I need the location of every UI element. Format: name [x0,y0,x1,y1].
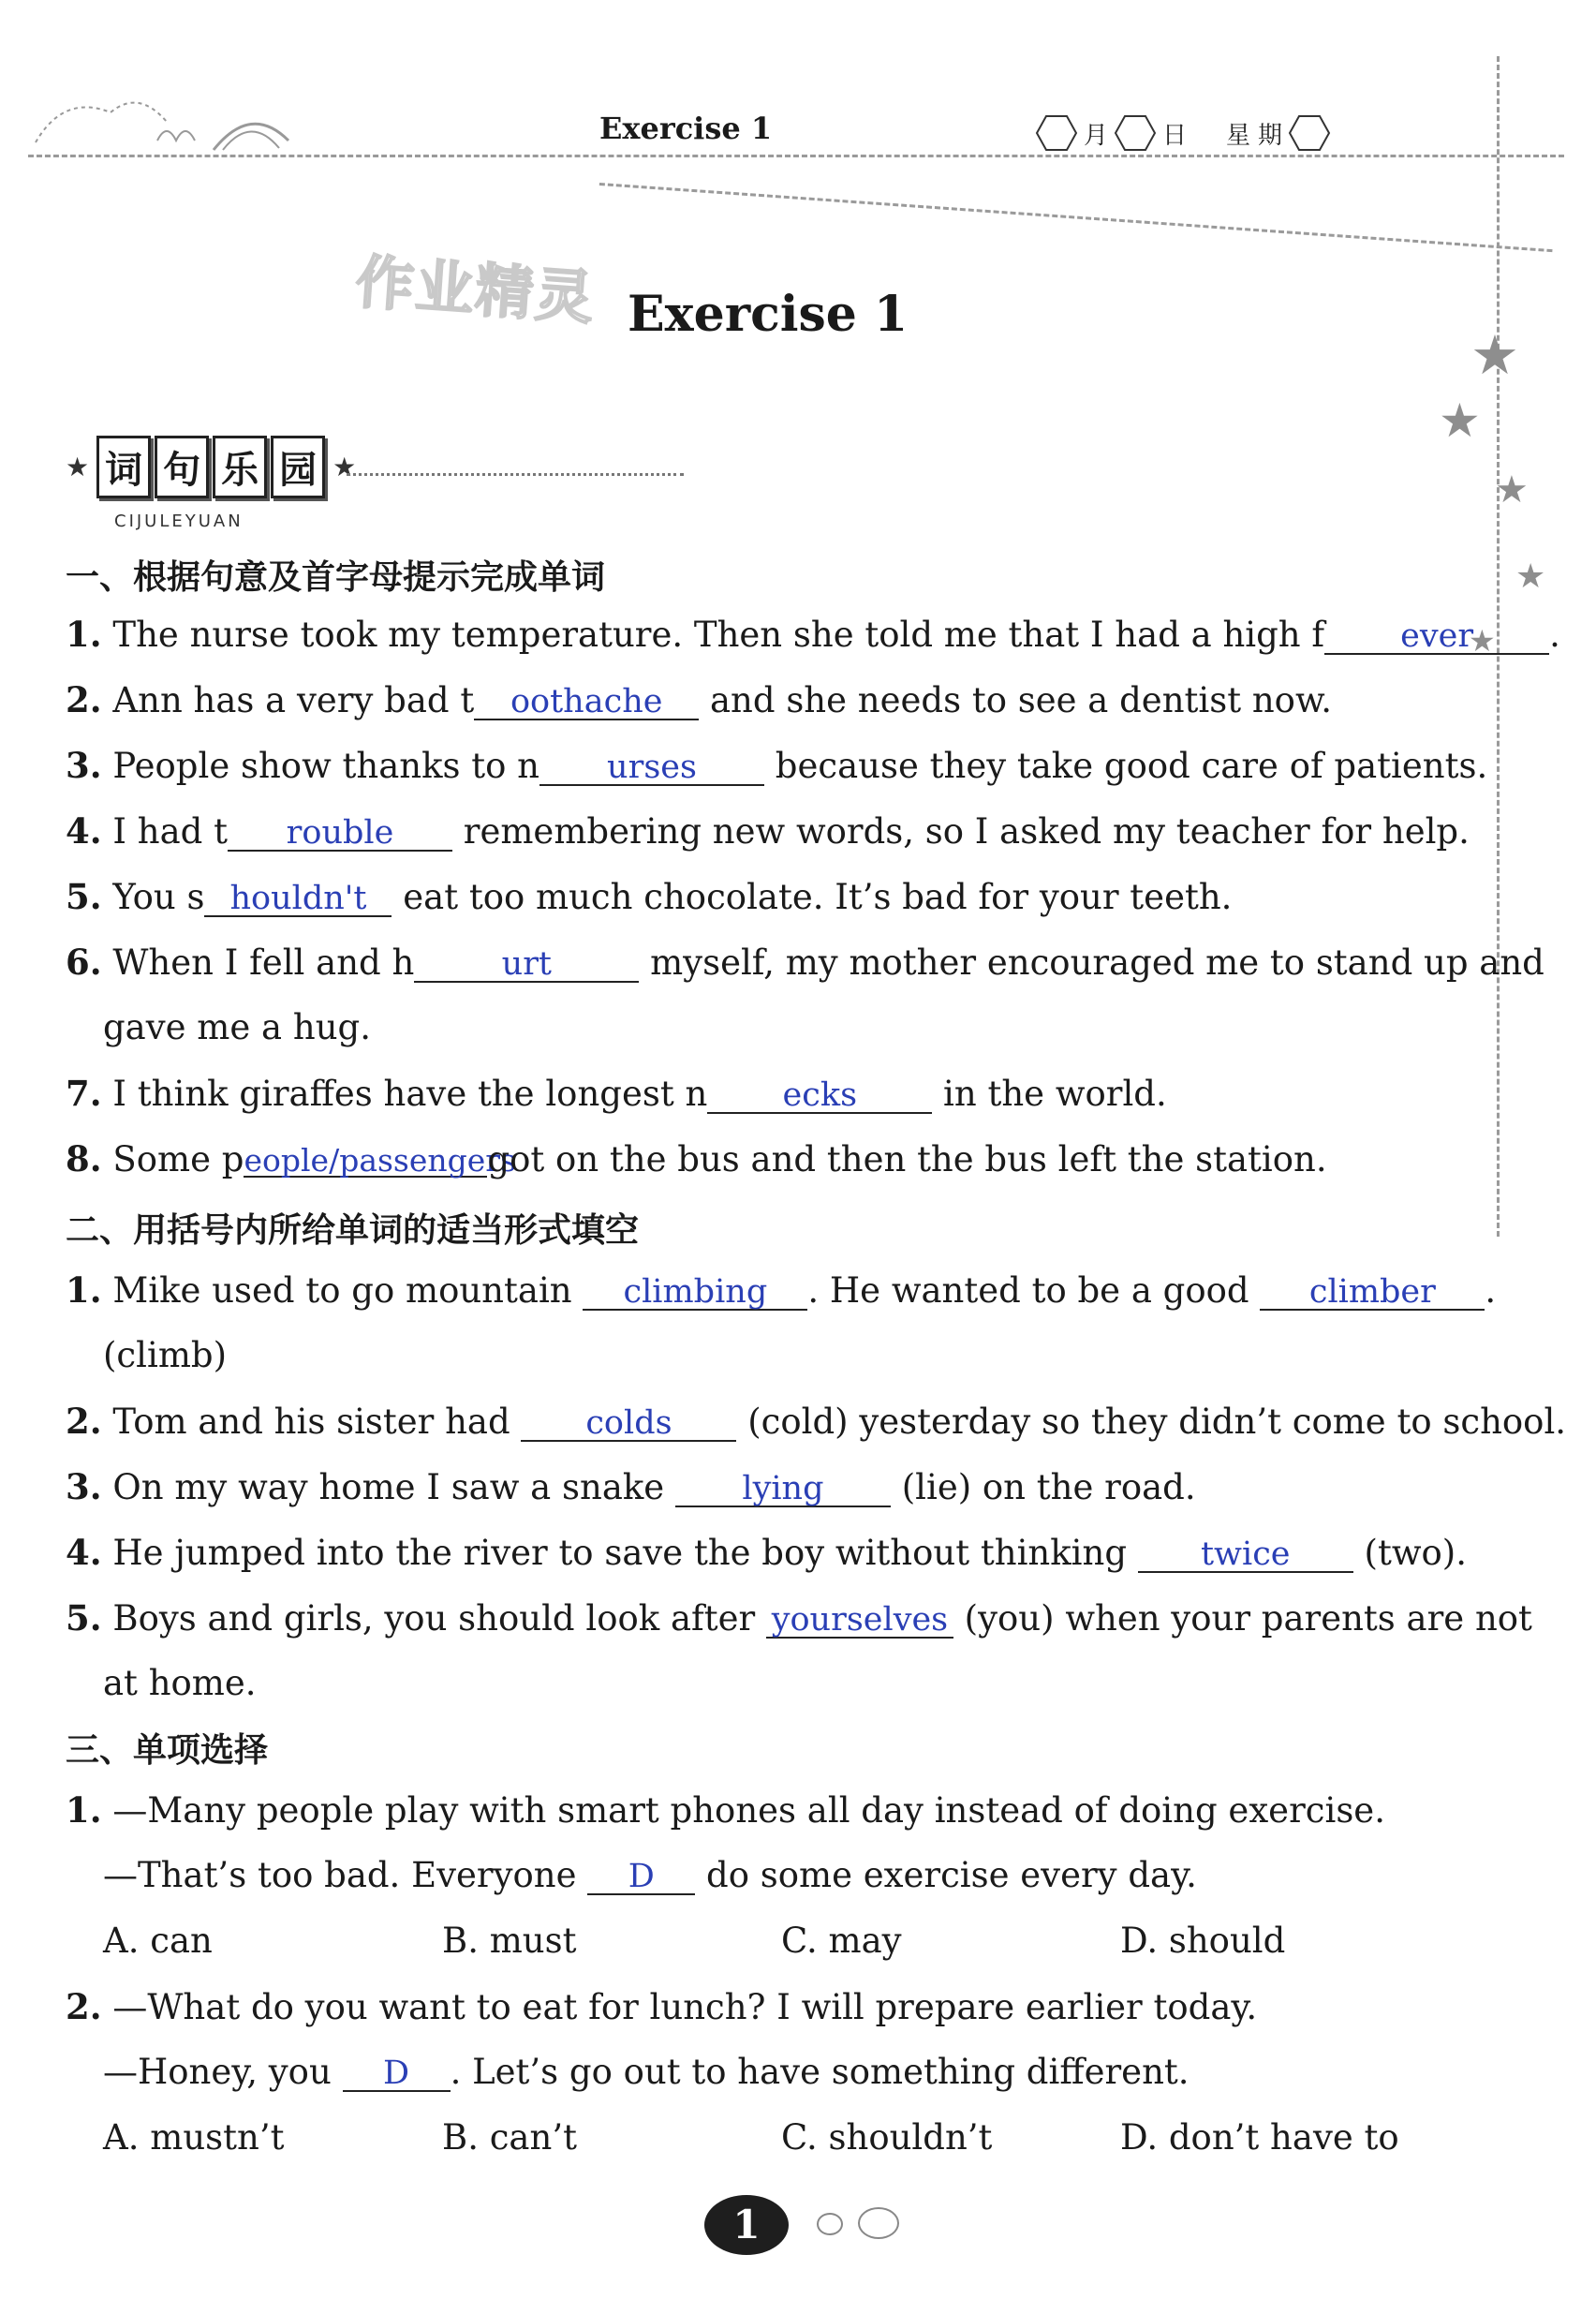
answer-blank[interactable]: D [587,1855,695,1895]
section3-heading: 三、单项选择 [66,1731,269,1770]
question-number: 1. [66,614,102,655]
option-b[interactable]: B. must [442,1921,577,1961]
question-text: Mike used to go mountain [112,1270,584,1311]
banner-char: 句 [155,436,209,498]
question-text: . [1549,615,1560,655]
question-number: 2. [66,1401,102,1442]
banner-char: 乐 [213,436,267,498]
answer-blank[interactable]: ecks [707,1074,932,1114]
question-text: —What do you want to eat for lunch? I will prepare earlier today. [112,1987,1258,2027]
star-icon: ★ [1495,468,1529,512]
s1-question-1 [66,614,1560,655]
star-icon: ★ [1515,557,1546,596]
question-text: do some exercise every day. [695,1855,1197,1895]
banner-char: 园 [271,436,325,498]
date-hex-icon[interactable] [1114,114,1157,152]
answer-blank[interactable]: D [343,2052,451,2092]
question-text: (two). [1352,1533,1467,1573]
star-icon: ★ [1439,393,1481,448]
answer-blank[interactable]: climbing [583,1270,807,1311]
s2-question-5 [66,1597,1532,1639]
answer-blank[interactable]: climber [1260,1270,1485,1311]
question-number: 2. [66,1986,102,2027]
date-fields [1035,114,1331,152]
option-b[interactable]: B. can’t [442,2117,577,2158]
answer-blank[interactable]: oothache [474,680,699,720]
day-label: 日 [1162,121,1188,150]
s1-question-2 [66,679,1332,720]
question-number: 4. [66,1532,102,1573]
question-text: He jumped into the river to save the boy without thinking [112,1533,1138,1573]
answer-blank[interactable]: urses [539,746,764,786]
s1-question-8 [66,1138,1327,1179]
s1-question-6-continued: gave me a hug. [103,1007,371,1047]
date-hex-icon[interactable] [1035,114,1078,152]
answer-blank[interactable]: houldn't [204,877,392,917]
question-text: You s [112,877,205,917]
s2-question-2 [66,1401,1566,1442]
question-text: myself, my mother encouraged me to stand up and [639,942,1544,983]
question-text: Tom and his sister had [112,1402,522,1442]
banner-dotted-line [347,473,684,476]
answer-blank[interactable]: lying [675,1467,891,1507]
star-icon: ★ [1470,323,1519,387]
question-number: 5. [66,1597,102,1639]
page-title: Exercise 1 [628,286,909,343]
star-icon: ★ [66,452,90,482]
s1-question-5 [66,876,1232,917]
question-number: 3. [66,745,102,786]
question-text: Boys and girls, you should look after [112,1598,766,1639]
star-icon: ★ [1469,623,1496,659]
question-text: The nurse took my temperature. Then she told me that I had a high f [112,615,1325,655]
question-number: 4. [66,810,102,852]
question-text: Ann has a very bad t [112,680,475,720]
question-number: 6. [66,942,102,983]
question-number: 1. [66,1789,102,1831]
question-text: (cold) yesterday so they didn’t come to school. [736,1402,1567,1442]
question-text: I think giraffes have the longest n [112,1074,708,1114]
section2-heading: 二、用括号内所给单词的适当形式填空 [66,1211,640,1250]
s1-question-4 [66,810,1470,852]
bubble-icon [817,2213,843,2235]
s2-question-1-continued: (climb) [103,1335,228,1375]
star-icon: ★ [332,452,357,482]
question-text: I had t [112,811,228,852]
banner-char: 词 [96,436,151,498]
answer-blank[interactable]: twice [1138,1533,1353,1573]
answer-blank[interactable]: yourselves [766,1598,953,1639]
section1-heading: 一、根据句意及首字母提示完成单词 [66,558,606,597]
question-text: . Let’s go out to have something different. [450,2052,1190,2092]
question-text: People show thanks to n [112,746,540,786]
s1-question-3 [66,745,1487,786]
question-text: —Many people play with smart phones all day instead of doing exercise. [112,1790,1385,1831]
option-d[interactable]: D. don’t have to [1120,2117,1399,2158]
s3-question-1-response [103,1855,1197,1895]
question-text: . [1485,1270,1497,1311]
question-number: 2. [66,679,102,720]
option-a[interactable]: A. mustn’t [103,2117,285,2158]
month-label: 月 [1084,121,1109,150]
question-text: —That’s too bad. Everyone [103,1855,588,1895]
header-decoration-icon [26,84,345,159]
date-hex-icon[interactable] [1288,114,1331,152]
question-text: . He wanted to be a good [807,1270,1261,1311]
question-number: 8. [66,1138,102,1179]
answer-blank[interactable]: colds [521,1402,736,1442]
page-number: 1 [704,2195,789,2255]
option-a[interactable]: A. can [103,1921,213,1961]
question-text: got on the bus and then the bus left the station. [487,1139,1327,1179]
question-text: (you) when your parents are not [953,1598,1532,1639]
question-text: because they take good care of patients. [764,746,1488,786]
question-text: eat too much chocolate. It’s bad for your teeth. [392,877,1233,917]
option-c[interactable]: C. may [781,1921,902,1961]
question-text: in the world. [932,1074,1167,1114]
s3-question-2-response [103,2052,1190,2092]
s1-question-7 [66,1073,1167,1114]
option-c[interactable]: C. shouldn’t [781,2117,993,2158]
question-text: —Honey, you [103,2052,343,2092]
header-divider-slant [599,183,1553,252]
question-text: (lie) on the road. [890,1467,1196,1507]
week-label-2: 期 [1258,121,1283,150]
bubble-icon [858,2207,899,2239]
question-number: 3. [66,1466,102,1507]
header-divider [28,155,1564,157]
answer-blank[interactable]: eople/passengers [244,1139,487,1178]
running-title: Exercise 1 [599,111,773,146]
s1-question-6 [66,942,1544,983]
s2-question-4 [66,1532,1467,1573]
s3-question-2 [66,1986,1257,2027]
s3-question-1 [66,1789,1385,1831]
question-text: On my way home I saw a snake [112,1467,675,1507]
question-text: When I fell and h [112,942,415,983]
answer-blank[interactable]: urt [414,942,639,983]
option-d[interactable]: D. should [1120,1921,1286,1961]
week-label-1: 星 [1226,121,1251,150]
question-text: Some p [112,1139,244,1179]
s2-question-1 [66,1269,1496,1311]
answer-blank[interactable]: rouble [228,811,452,852]
question-number: 5. [66,876,102,917]
s2-question-3 [66,1466,1196,1507]
question-text: remembering new words, so I asked my teacher for help. [452,811,1470,852]
watermark-logo: 作业精灵 [353,247,598,333]
question-number: 7. [66,1073,102,1114]
answer-blank[interactable]: ever [1324,615,1549,655]
s2-question-5-continued: at home. [103,1663,257,1703]
question-number: 1. [66,1269,102,1311]
banner-pinyin: CIJULEYUAN [114,512,244,531]
question-text: and she needs to see a dentist now. [699,680,1332,720]
section-banner [66,436,356,498]
